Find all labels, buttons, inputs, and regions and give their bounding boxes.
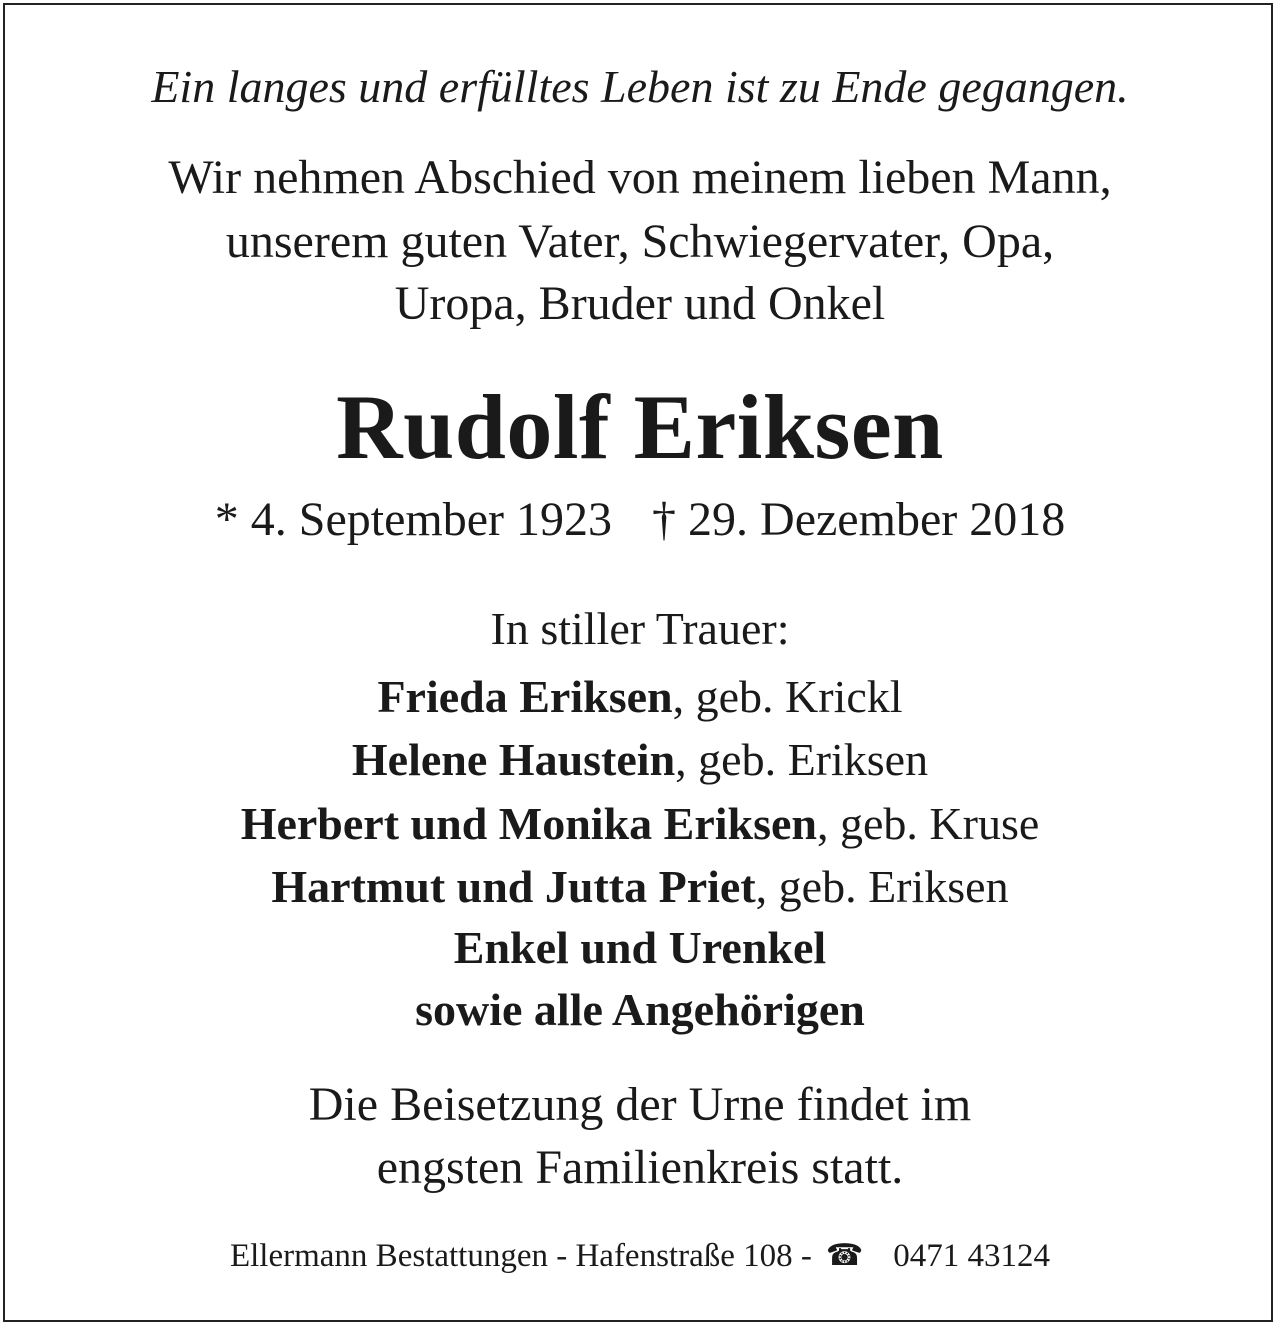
- mourner-line: [0, 860, 1280, 913]
- life-dates: [0, 492, 1280, 547]
- mourner-line: [0, 797, 1280, 850]
- mourner-name: Helene Haustein: [351, 734, 676, 785]
- mourner-line: [0, 670, 1280, 723]
- mourning-heading: In stiller Trauer:: [490, 603, 790, 654]
- mourner-maiden-name: , geb. Eriksen: [755, 861, 1009, 912]
- motto: Ein langes und erfülltes Leben ist zu Ende gegangen.: [151, 61, 1129, 112]
- burial-note-line-2: engsten Familienkreis statt.: [376, 1141, 904, 1194]
- intro-line-3: Uropa, Bruder und Onkel: [394, 277, 886, 330]
- burial-note-line-1: Die Beisetzung der Urne findet im: [308, 1078, 972, 1131]
- intro-line-2: unserem guten Vater, Schwiegervater, Opa,: [225, 215, 1055, 268]
- mourner-maiden-name: , geb. Kruse: [817, 798, 1040, 849]
- telephone-icon: ☎: [825, 1239, 864, 1272]
- birth-date: * 4. September 1923: [214, 493, 613, 546]
- mourner-maiden-name: , geb. Eriksen: [675, 734, 929, 785]
- funeral-home-address: Ellermann Bestattungen - Hafenstraße 108 -: [229, 1238, 812, 1274]
- mourner-maiden-name: , geb. Krickl: [672, 671, 903, 722]
- mourner-name: Herbert und Monika Eriksen: [240, 798, 818, 849]
- death-date: † 29. Dezember 2018: [652, 493, 1066, 546]
- funeral-home-phone: 0471 43124: [893, 1238, 1050, 1274]
- mourner-name: Frieda Eriksen: [377, 671, 673, 722]
- mourner-line: [0, 733, 1280, 786]
- relatives-line: sowie alle Angehörigen: [415, 984, 865, 1035]
- grandchildren-line: Enkel und Urenkel: [453, 922, 827, 973]
- funeral-home-footer: [0, 1238, 1280, 1275]
- intro-line-1: Wir nehmen Abschied von meinem lieben Mann,: [168, 151, 1112, 204]
- deceased-name: Rudolf Eriksen: [336, 376, 944, 478]
- mourner-name: Hartmut und Jutta Priet: [271, 861, 756, 912]
